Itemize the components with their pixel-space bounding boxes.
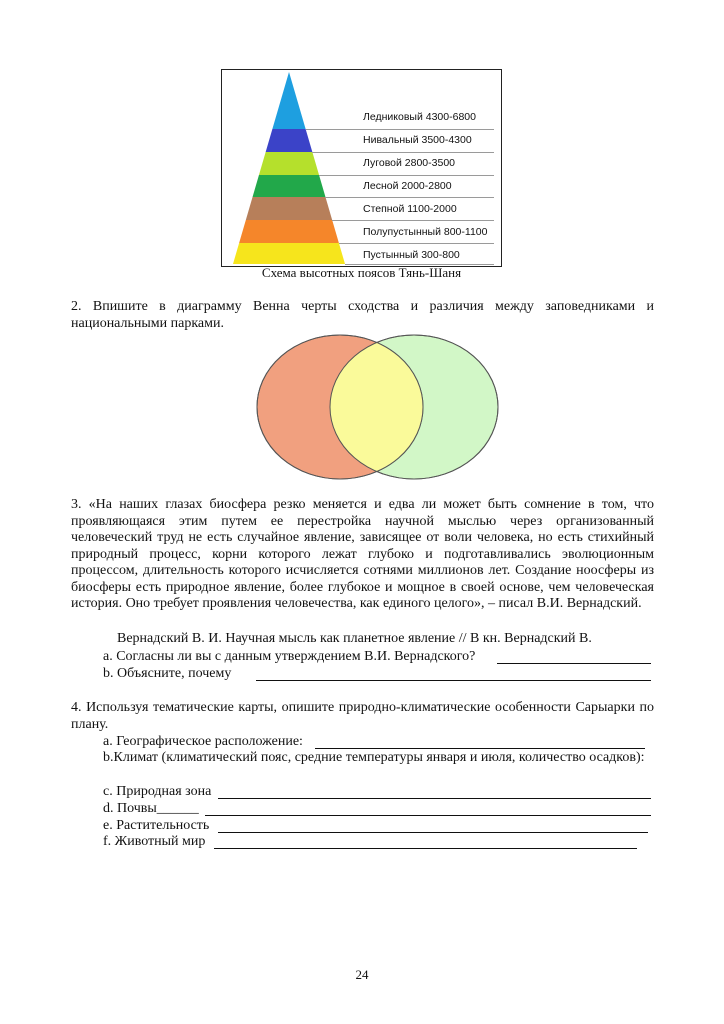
question-4a-label: a. Географическое расположение:	[103, 734, 303, 749]
zone-rule	[332, 220, 494, 221]
zone-rule	[312, 152, 494, 153]
question-4e-label: e. Растительность	[103, 818, 210, 833]
answer-line-4d[interactable]	[205, 815, 651, 816]
pyramid-band	[266, 129, 313, 152]
zone-label: Луговой 2800-3500	[363, 157, 455, 169]
question-3-quote: 3. «На наших глазах биосфера резко меняется и едва ли может быть сомнение в том, что проявляющаяся этим путем ее перестройка научной мыслью через организованный человеческий труд не есть случайное явление, зависящее от воли человека, но есть стихийный природный процесс, корни которого лежат глубоко и подготавливались эволюционным процессом, длительность которого исчисляется сотнями миллионов лет. Создание ноосферы из биосферы есть природное явление, более глубокое и мощное в своей основе, чем человеческая история. Оно требует проявления человечества, как единого целого», – писал В.И. Вернадский.	[71, 497, 654, 611]
page-number: 24	[355, 967, 369, 982]
zone-rule	[306, 129, 494, 130]
question-2-text: 2. Впишите в диаграмму Венна черты сходства и различия между заповедниками и национальными парками.	[71, 299, 654, 331]
answer-line-4e[interactable]	[218, 832, 648, 833]
zone-rule	[319, 175, 494, 176]
zone-label: Нивальный 3500-4300	[363, 134, 472, 146]
answer-line-4c[interactable]	[218, 798, 651, 799]
pyramid-band	[272, 72, 305, 129]
venn-diagram	[255, 333, 500, 481]
question-4b-label: b.Климат (климатический пояс, средние температуры января и июля, количество осадков):	[103, 750, 645, 765]
question-4f-label: f. Животный мир	[103, 834, 206, 849]
zone-rule	[325, 197, 494, 198]
zone-label: Пустынный 300-800	[363, 249, 460, 261]
question-3b-label: b. Объясните, почему	[103, 666, 232, 681]
zone-label: Ледниковый 4300-6800	[363, 111, 476, 123]
question-4-text: 4. Используя тематические карты, опишите природно-климатические особенности Сарыарки по плану.	[71, 700, 654, 732]
answer-line-4a[interactable]	[315, 748, 645, 749]
altitude-zones-figure	[221, 69, 502, 267]
pyramid-band	[239, 220, 339, 243]
zone-label: Лесной 2000-2800	[363, 180, 452, 192]
zone-rule	[339, 243, 494, 244]
pyramid-band	[259, 152, 319, 175]
question-4d-label: d. Почвы______	[103, 801, 199, 816]
quote-source: Вернадский В. И. Научная мысль как планетное явление // В кн. Вернадский В.	[117, 631, 592, 646]
zone-label: Полупустынный 800-1100	[363, 226, 488, 238]
pyramid-band	[246, 197, 332, 220]
answer-line-3a[interactable]	[497, 663, 651, 664]
answer-line-4f[interactable]	[214, 848, 637, 849]
question-4c-label: c. Природная зона	[103, 784, 212, 799]
answer-line-3b[interactable]	[256, 680, 651, 681]
pyramid-band	[253, 175, 326, 197]
figure-caption: Схема высотных поясов Тянь-Шаня	[261, 265, 462, 280]
pyramid-band	[233, 243, 345, 264]
zone-label: Степной 1100-2000	[363, 203, 457, 215]
question-3a-label: a. Согласны ли вы с данным утверждением В.И. Вернадского?	[103, 649, 476, 664]
